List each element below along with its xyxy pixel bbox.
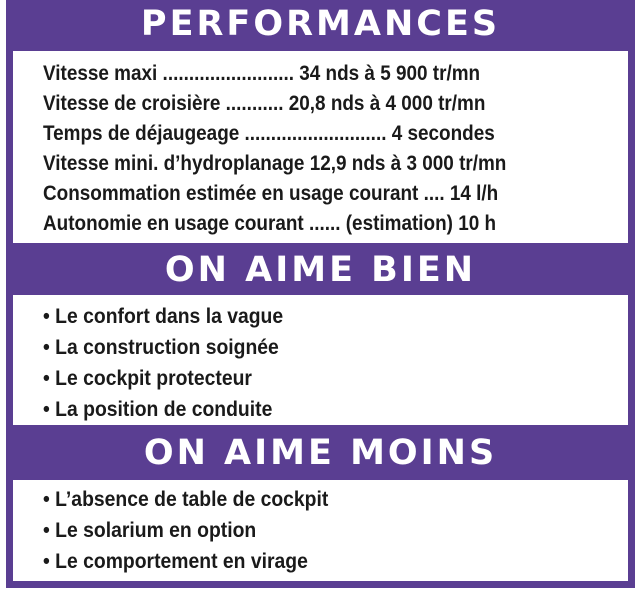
bullet: •	[43, 487, 50, 511]
bullet: •	[43, 335, 50, 359]
on-aime-moins-header: ON AIME MOINS	[143, 433, 498, 473]
list-item-label: Le solarium en option	[55, 518, 257, 542]
performances-header: PERFORMANCES	[140, 4, 501, 44]
list-item-label: La construction soignée	[55, 335, 279, 359]
list-item-label: La position de conduite	[55, 397, 273, 421]
list-item-label: L’absence de table de cockpit	[55, 487, 329, 511]
performance-row: Temps de déjaugeage ........................... 4 secondes	[43, 121, 495, 145]
list-item	[43, 399, 272, 421]
on-aime-moins-panel	[13, 480, 628, 581]
list-item	[43, 489, 328, 511]
on-aime-bien-header: ON AIME BIEN	[164, 250, 477, 290]
list-item-label: Le cockpit protecteur	[55, 366, 252, 390]
bullet: •	[43, 304, 50, 328]
list-item	[43, 337, 279, 359]
performance-row: Consommation estimée en usage courant .... 14 l/h	[43, 181, 499, 205]
performance-row: Vitesse maxi ......................... 34 nds à 5 900 tr/mn	[43, 61, 481, 85]
bullet: •	[43, 549, 50, 573]
performance-row: Autonomie en usage courant ...... (estimation) 10 h	[43, 211, 497, 235]
performances-panel	[13, 51, 628, 243]
performance-row: Vitesse mini. d’hydroplanage 12,9 nds à 3 000 tr/mn	[43, 151, 507, 175]
performance-row: Vitesse de croisière ........... 20,8 nds à 4 000 tr/mn	[43, 91, 486, 115]
list-item	[43, 551, 308, 573]
on-aime-bien-panel	[13, 295, 628, 425]
list-item-label: Le confort dans la vague	[55, 304, 284, 328]
bullet: •	[43, 397, 50, 421]
bullet: •	[43, 518, 50, 542]
list-item-label: Le comportement en virage	[55, 549, 308, 573]
list-item	[43, 368, 252, 390]
list-item	[43, 306, 283, 328]
spec-sheet-frame	[6, 0, 635, 588]
list-item	[43, 520, 256, 542]
bullet: •	[43, 366, 50, 390]
